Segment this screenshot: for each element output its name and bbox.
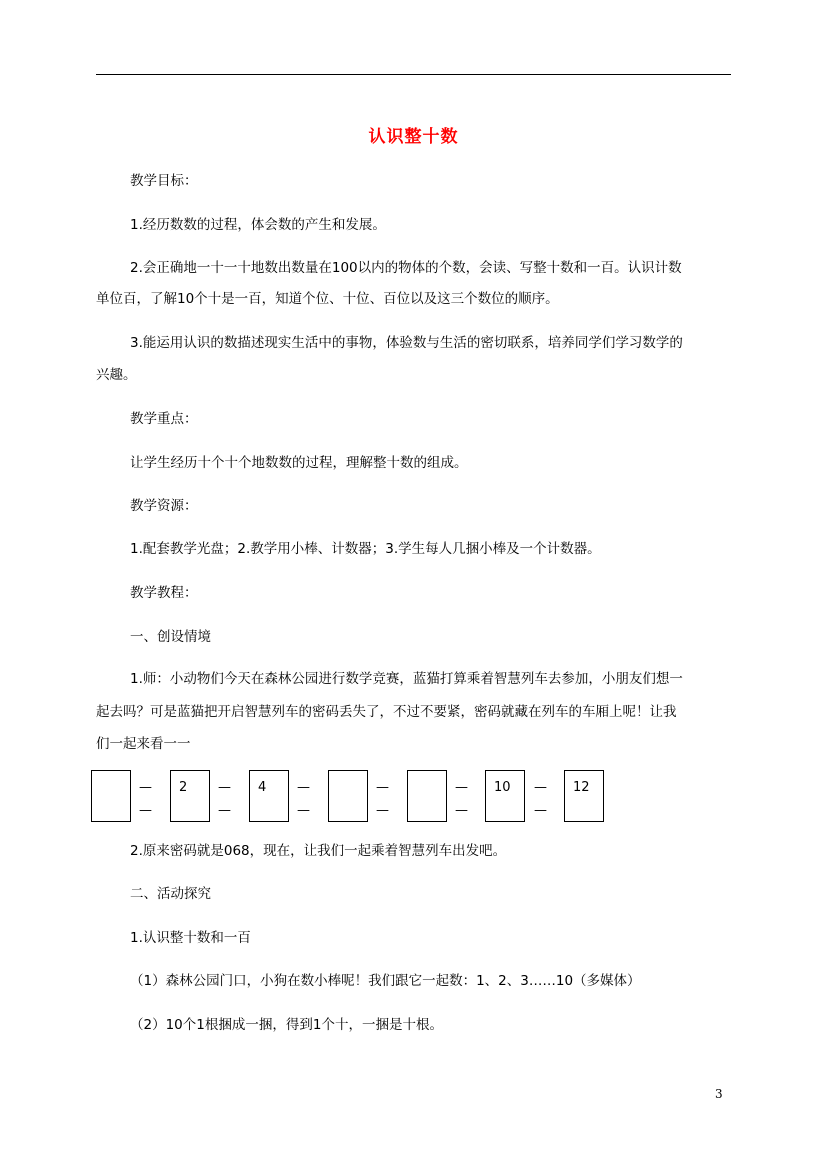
paragraph: 一、创设情境 <box>130 629 211 645</box>
paragraph: 教学重点： <box>130 411 198 427</box>
paragraph: 们一起来看一一 <box>96 736 191 752</box>
page-title: 认识整十数 <box>368 127 459 147</box>
header-rule <box>96 74 731 75</box>
train-box <box>328 770 368 822</box>
paragraph: 教学资源： <box>130 498 198 514</box>
connector-dash: — <box>376 780 389 795</box>
train-box: 10 <box>485 770 525 822</box>
train-box: 12 <box>564 770 604 822</box>
connector-dash: — <box>139 780 152 795</box>
paragraph: 二、活动探究 <box>130 886 211 902</box>
connector-dash: — <box>297 780 310 795</box>
paragraph: 兴趣。 <box>96 367 137 383</box>
connector-dash: — <box>297 803 310 818</box>
connector-dash: — <box>218 803 231 818</box>
paragraph: 单位百，了解10个十是一百，知道个位、十位、百位以及这三个数位的顺序。 <box>96 291 559 307</box>
paragraph: （1）森林公园门口，小狗在数小棒呢！我们跟它一起数：1、2、3……10（多媒体） <box>130 973 641 989</box>
connector-dash: — <box>376 803 389 818</box>
paragraph: （2）10个1根捆成一捆，得到1个十，一捆是十根。 <box>130 1017 443 1033</box>
train-box <box>407 770 447 822</box>
train-box: 4 <box>249 770 289 822</box>
connector-dash: — <box>534 803 547 818</box>
paragraph: 1.认识整十数和一百 <box>130 930 251 946</box>
paragraph: 1.师：小动物们今天在森林公园进行数学竞赛，蓝猫打算乘着智慧列车去参加，小朋友们想一 <box>130 671 683 687</box>
paragraph: 1.经历数数的过程，体会数的产生和发展。 <box>130 217 386 233</box>
paragraph: 2.会正确地一十一十地数出数量在100以内的物体的个数，会读、写整十数和一百。认识计数 <box>130 260 682 276</box>
paragraph: 让学生经历十个十个地数数的过程，理解整十数的组成。 <box>130 455 468 471</box>
paragraph: 起去吗？可是蓝猫把开启智慧列车的密码丢失了，不过不要紧，密码就藏在列车的车厢上呢！让我 <box>96 704 677 720</box>
connector-dash: — <box>218 780 231 795</box>
connector-dash: — <box>139 803 152 818</box>
paragraph: 1.配套教学光盘；2.教学用小棒、计数器；3.学生每人几捆小棒及一个计数器。 <box>130 541 601 557</box>
connector-dash: — <box>455 780 468 795</box>
paragraph: 2.原来密码就是068，现在，让我们一起乘着智慧列车出发吧。 <box>130 843 507 859</box>
paragraph: 教学目标： <box>130 173 198 189</box>
train-box: 2 <box>170 770 210 822</box>
connector-dash: — <box>534 780 547 795</box>
train-box <box>91 770 131 822</box>
connector-dash: — <box>455 803 468 818</box>
page-number: 3 <box>715 1087 723 1101</box>
paragraph: 教学教程： <box>130 585 198 601</box>
paragraph: 3.能运用认识的数描述现实生活中的事物，体验数与生活的密切联系，培养同学们学习数学的 <box>130 335 683 351</box>
